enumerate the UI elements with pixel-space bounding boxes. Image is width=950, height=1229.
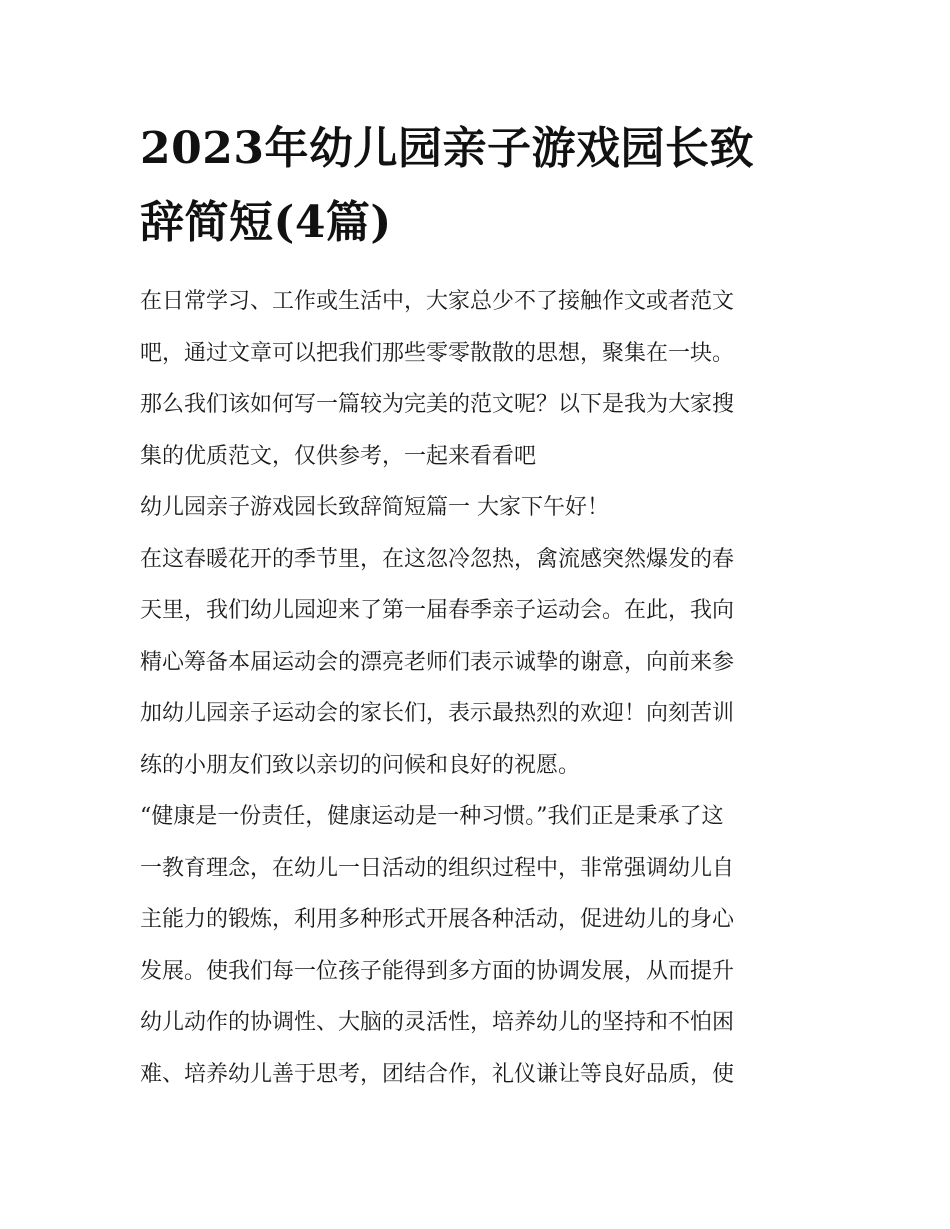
body-line: “健康是一份责任，健康运动是一种习惯。”我们正是秉承了这: [140, 804, 724, 829]
title-line-2: 辞简短(4篇): [140, 197, 392, 248]
section-heading-line: 幼儿园亲子游戏园长致辞简短篇一 大家下午好！: [140, 495, 609, 520]
body-line: 在日常学习、工作或生活中，大家总少不了接触作文或者范文: [140, 289, 735, 314]
body-line: 幼儿动作的协调性、大脑的灵活性，培养幼儿的坚持和不怕困: [140, 1010, 735, 1035]
body-line: 加幼儿园亲子运动会的家长们，表示最热烈的欢迎！向刻苦训: [140, 701, 735, 726]
body-line: 主能力的锻炼，利用多种形式开展各种活动，促进幼儿的身心: [140, 907, 735, 932]
body-line: 发展。使我们每一位孩子能得到多方面的协调发展，从而提升: [140, 958, 735, 984]
document-body: [140, 276, 820, 1100]
document-title: [140, 112, 820, 260]
body-line: 练的小朋友们致以亲切的问候和良好的祝愿。: [140, 752, 581, 778]
body-line: 集的优质范文，仅供参考，一起来看看吧: [140, 443, 537, 469]
title-line-1: 2023年幼儿园亲子游戏园长致: [140, 123, 754, 174]
body-line: 难、培养幼儿善于思考，团结合作，礼仪谦让等良好品质，使: [140, 1061, 735, 1087]
body-line: 那么我们该如何写一篇较为完美的范文呢？以下是我为大家搜: [140, 392, 735, 417]
body-line: 一教育理念，在幼儿一日活动的组织过程中，非常强调幼儿自: [140, 855, 735, 881]
body-line: 在这春暖花开的季节里，在这忽冷忽热，禽流感突然爆发的春: [140, 546, 735, 572]
body-line: 吧，通过文章可以把我们那些零零散散的思想，聚集在一块。: [140, 340, 735, 366]
body-line: 天里，我们幼儿园迎来了第一届春季亲子运动会。在此，我向: [140, 598, 735, 623]
body-line: 精心筹备本届运动会的漂亮老师们表示诚挚的谢意，向前来参: [140, 649, 735, 675]
